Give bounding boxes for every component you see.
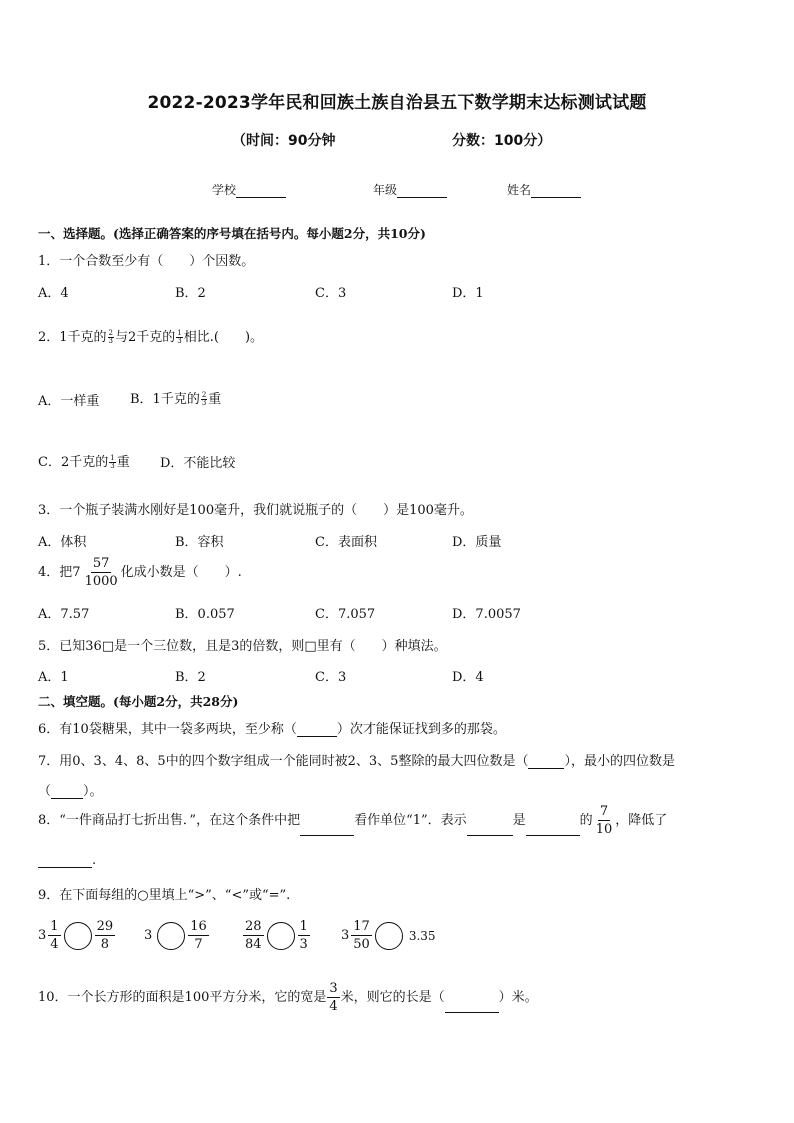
q2-option-b-fraction: $\frac{2}{3}$ xyxy=(201,391,207,407)
school-blank[interactable] xyxy=(236,184,286,198)
name-label: 姓名 xyxy=(507,183,532,197)
q2-option-a[interactable]: A．一样重 xyxy=(38,394,100,409)
q3-option-a[interactable]: A．体积 xyxy=(38,535,87,550)
q7-answer-blank-2[interactable] xyxy=(51,786,83,799)
q2-fraction-1: $\frac{2}{3}$ xyxy=(108,329,114,345)
q9-compare-circle-1[interactable] xyxy=(64,922,92,950)
q4-option-d[interactable]: D．7.0057 xyxy=(452,607,521,622)
q8-fraction: $\frac{7}{10}$ xyxy=(595,804,613,837)
q3-option-c[interactable]: C．表面积 xyxy=(315,535,377,550)
q4-whole: 7 xyxy=(72,565,81,580)
name-field[interactable] xyxy=(507,181,581,198)
q8-answer-blank-2[interactable] xyxy=(467,823,513,836)
q8-answer-blank-1[interactable] xyxy=(300,823,354,836)
q9-comparison-1: 3 $\frac{1}{4}$ $\frac{29}{8}$ xyxy=(38,919,114,952)
question-8-line-2: . xyxy=(38,853,96,868)
question-7: 7．用0、3、4、8、5中的四个数字组成一个能同时被2、3、5整除的最大四位数是（ ），最小的四位数是 xyxy=(38,754,675,769)
q2-text-2: 与2千克的 xyxy=(115,330,176,345)
page-title: 2022-2023学年民和回族土族自治县五下数学期末达标测试试题 xyxy=(147,93,647,113)
grade-field[interactable] xyxy=(373,181,447,198)
q9-compare-circle-4[interactable] xyxy=(375,922,403,950)
q5-option-d[interactable]: D．4 xyxy=(452,670,484,685)
q1-option-a[interactable]: A．4 xyxy=(38,286,69,301)
q8-answer-blank-3[interactable] xyxy=(526,823,580,836)
q2-option-d[interactable]: D．不能比较 xyxy=(160,456,236,471)
q2-option-c[interactable]: C．2千克的 $\frac{1}{3}$ 重 xyxy=(38,454,130,470)
q9-compare-circle-3[interactable] xyxy=(267,922,295,950)
question-7-line-2: （ ）。 xyxy=(38,784,103,799)
exam-score: 分数：100分） xyxy=(452,133,552,149)
section-heading-choice: 一、选择题。(选择正确答案的序号填在括号内。每小题2分，共10分) xyxy=(38,226,426,241)
q10-answer-blank[interactable] xyxy=(445,1000,499,1013)
q1-option-c[interactable]: C．3 xyxy=(315,286,347,301)
q9-comparison-3: $\frac{28}{84}$ $\frac{1}{3}$ xyxy=(245,919,308,952)
q4-fraction: $\frac{57}{1000}$ xyxy=(84,556,118,589)
question-2 xyxy=(38,326,263,345)
exam-time: （时间：90分钟 xyxy=(232,133,336,149)
name-blank[interactable] xyxy=(531,184,581,198)
q5-option-a[interactable]: A．1 xyxy=(38,670,69,685)
question-6: 6．有10袋糖果，其中一袋多两块，至少称（ ）次才能保证找到多的那袋。 xyxy=(38,722,506,737)
q4-option-a[interactable]: A．7.57 xyxy=(38,607,90,622)
question-9: 9．在下面每组的○里填上“>”、“<”或“=”. xyxy=(38,888,291,903)
q2-fraction-2: $\frac{1}{3}$ xyxy=(177,329,182,345)
question-8: 8．“一件商品打七折出售．”，在这个条件中把 看作单位“1”．表示 是 的 $\frac{7}{10}$ ，降低了 xyxy=(38,804,668,837)
q3-option-b[interactable]: B．容积 xyxy=(175,535,224,550)
school-label: 学校 xyxy=(212,183,237,197)
q4-option-c[interactable]: C．7.057 xyxy=(315,607,376,622)
q8-answer-blank-4[interactable] xyxy=(38,855,92,868)
question-4: 4．把7 $\frac{57}{1000}$ 化成小数是（ ）. xyxy=(38,556,242,589)
q1-option-d[interactable]: D．1 xyxy=(452,286,484,301)
q2-option-b[interactable]: B．1千克的 $\frac{2}{3}$ 重 xyxy=(130,391,222,407)
q7-answer-blank-1[interactable] xyxy=(528,756,564,769)
q3-option-d[interactable]: D．质量 xyxy=(452,535,502,550)
grade-blank[interactable] xyxy=(397,184,447,198)
q6-answer-blank[interactable] xyxy=(297,724,337,737)
q9-compare-circle-2[interactable] xyxy=(157,922,185,950)
school-field[interactable] xyxy=(212,181,286,198)
q10-fraction: $\frac{3}{4}$ xyxy=(329,981,338,1014)
section-heading-fill: 二、填空题。(每小题2分，共28分) xyxy=(38,694,239,709)
q2-text-1: 2．1千克的 xyxy=(38,330,107,345)
question-1: 1．一个合数至少有（ ）个因数。 xyxy=(38,254,255,269)
q5-option-b[interactable]: B．2 xyxy=(175,670,206,685)
q5-option-c[interactable]: C．3 xyxy=(315,670,347,685)
q2-text-3: 相比.( )。 xyxy=(183,330,264,345)
q1-option-b[interactable]: B．2 xyxy=(175,286,206,301)
grade-label: 年级 xyxy=(373,183,398,197)
q9-comparison-4: 3 $\frac{17}{50}$ 3.35 xyxy=(341,919,436,952)
q2-option-c-fraction: $\frac{1}{3}$ xyxy=(110,454,115,470)
question-3: 3．一个瓶子装满水刚好是100毫升，我们就说瓶子的（ ）是100毫升。 xyxy=(38,503,473,518)
q9-comparison-2: 3 $\frac{16}{7}$ xyxy=(144,919,207,952)
question-5: 5．已知36□是一个三位数，且是3的倍数，则□里有（ ）种填法。 xyxy=(38,639,447,654)
q4-option-b[interactable]: B．0.057 xyxy=(175,607,235,622)
question-10: 10．一个长方形的面积是100平方分米，它的宽是 $\frac{3}{4}$ 米，则它的长是（ ）米。 xyxy=(38,981,538,1014)
